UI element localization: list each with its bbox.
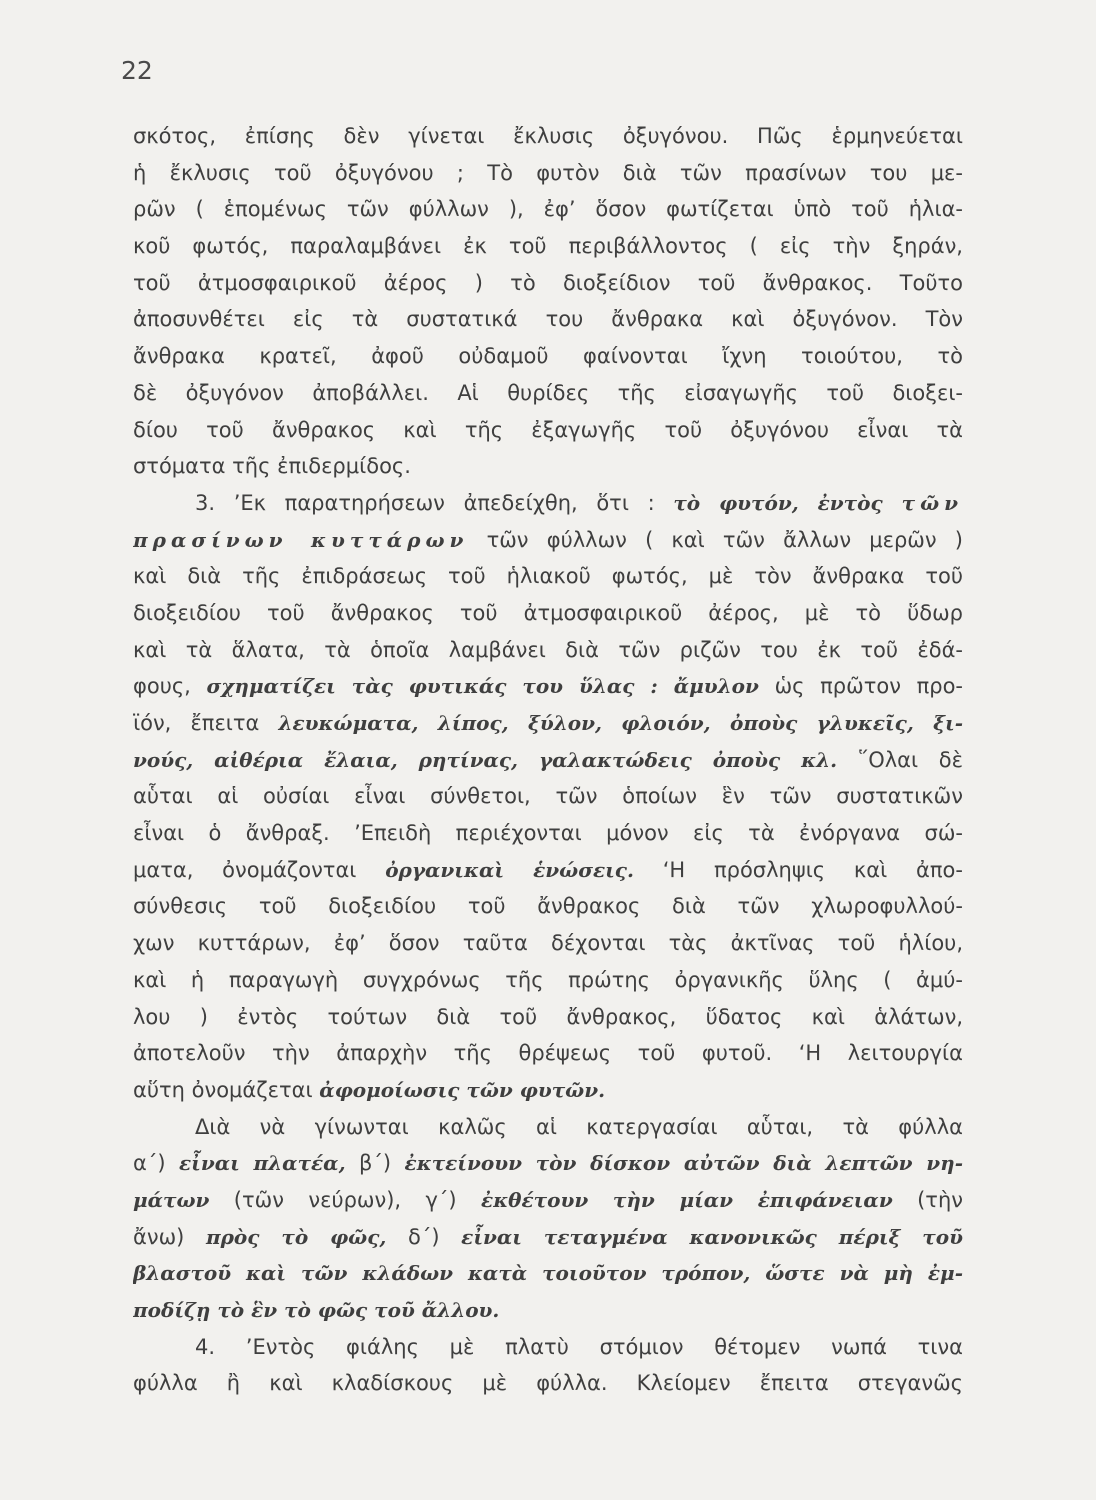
text-line: καὶ διὰ τῆς ἐπιδράσεως τοῦ ἡλιακοῦ φωτός, μὲ τὸν ἄνθρακα τοῦ — [133, 564, 963, 589]
text-line: καὶ ἡ παραγωγὴ συγχρόνως τῆς πρώτης ὀργανικῆς ὕλης ( ἀμύ- — [133, 967, 963, 992]
text-line: αὗται αἱ οὐσίαι εἶναι σύνθετοι, τῶν ὁποίων ἓν τῶν συστατικῶν — [133, 784, 963, 809]
text-line: εἶναι ὁ ἄνθραξ. ’Επειδὴ περιέχονται μόνον εἰς τὰ ἐνόργανα σώ- — [133, 821, 963, 846]
text-line — [133, 742, 963, 779]
text-line: στόματα τῆς ἐπιδερμίδος. — [133, 454, 411, 479]
emphasis-span: τῶν — [901, 490, 963, 515]
text-line — [133, 1182, 963, 1219]
emphasis-span: ὀργανικαὶ ἑνώσεις. — [385, 857, 634, 882]
text-line — [133, 485, 963, 522]
text-line: σκότος, ἐπίσης δὲν γίνεται ἔκλυσις ὀξυγόνου. Πῶς ἑρμηνεύεται — [133, 124, 963, 148]
emphasis-span: εἶναι τεταγμένα κανονικῶς πέριξ τοῦ — [461, 1224, 963, 1249]
text-line: χων κυττάρων, ἐφ’ ὅσον ταῦτα δέχονται τὰς ἀκτῖνας τοῦ ἡλίου, — [133, 931, 963, 956]
text-line: διοξειδίου τοῦ ἄνθρακος τοῦ ἀτμοσφαιρικοῦ ἀέρος, μὲ τὸ ὕδωρ — [133, 600, 963, 625]
text-span: 3. ’Εκ παρατηρήσεων ἀπεδείχθη, ὅτι : — [195, 490, 674, 515]
text-line: ρῶν ( ἑπομένως τῶν φύλλων ), ἐφ’ ὅσον φωτίζεται ὑπὸ τοῦ ἡλια- — [133, 197, 963, 222]
text-line — [133, 705, 963, 742]
emphasis-span: ἀφομοίωσις τῶν φυτῶν. — [319, 1077, 606, 1102]
text-span: β΄) — [345, 1151, 405, 1176]
text-span: ἄνω) — [133, 1224, 206, 1249]
text-line: κοῦ φωτός, παραλαμβάνει ἐκ τοῦ περιβάλλοντος ( εἰς τὴν ξηράν, — [133, 234, 963, 259]
text-line: φύλλα ἢ καὶ κλαδίσκους μὲ φύλλα. Κλείομεν ἔπειτα στεγανῶς — [133, 1371, 963, 1396]
text-span: ϊόν, ἔπειτα — [133, 711, 279, 735]
emphasis-span: μάτων — [133, 1187, 210, 1212]
text-span: τῶν φύλλων ( καὶ τῶν ἄλλων μερῶν ) — [468, 527, 963, 552]
text-line — [133, 522, 963, 559]
text-span: αὕτη ὀνομάζεται — [133, 1077, 320, 1102]
emphasis-span: ἐκτείνουν τὸν δίσκον αὐτῶν διὰ λεπτῶν νη- — [404, 1151, 963, 1176]
text-line: ἡ ἔκλυσις τοῦ ὀξυγόνου ; Τὸ φυτὸν διὰ τῶν πρασίνων του με- — [133, 160, 963, 185]
text-span: ῞Ολαι δὲ — [837, 747, 963, 772]
text-line — [133, 852, 963, 889]
emphasis-span: τὸ φυτόν, ἐντὸς — [673, 490, 902, 515]
text-span: α΄) — [133, 1151, 179, 1176]
text-line — [133, 668, 963, 705]
emphasis-span: νούς, αἰθέρια ἔλαια, ρητίνας, γαλακτώδεις ὀποὺς κλ. — [133, 747, 838, 772]
emphasis-span: πρὸς τὸ φῶς, — [205, 1224, 387, 1249]
text-line: τοῦ ἀτμοσφαιρικοῦ ἀέρος ) τὸ διοξείδιον τοῦ ἄνθρακος. Τοῦτο — [133, 270, 963, 295]
text-line: ἀποτελοῦν τὴν ἀπαρχὴν τῆς θρέψεως τοῦ φυτοῦ. ‘Η λειτουργία — [133, 1041, 963, 1066]
emphasis-span: λευκώματα, λίπος, ξύλον, φλοιόν, ὀποὺς γλυκεῖς, ξι- — [278, 711, 963, 735]
emphasis-span: ποδίζῃ τὸ ἓν τὸ φῶς τοῦ ἄλλου. — [133, 1298, 500, 1322]
text-span: (τὴν — [892, 1187, 963, 1212]
page-number: 22 — [121, 56, 153, 85]
body-text — [133, 118, 963, 1402]
emphasis-span: βλαστοῦ καὶ τῶν κλάδων κατὰ τοιοῦτον τρόπον, ὥστε νὰ μὴ ἐμ- — [133, 1261, 963, 1286]
text-line: 4. ’Εντὸς φιάλης μὲ πλατὺ στόμιον θέτομεν νωπά τινα — [195, 1334, 963, 1359]
text-line: δὲ ὀξυγόνον ἀποβάλλει. Αἱ θυρίδες τῆς εἰσαγωγῆς τοῦ διοξει- — [133, 380, 963, 405]
text-line — [133, 1072, 963, 1109]
text-line: δίου τοῦ ἄνθρακος καὶ τῆς ἐξαγωγῆς τοῦ ὀξυγόνου εἶναι τὰ — [133, 417, 963, 442]
emphasis-span: πρασίνων κυττάρων — [133, 527, 469, 552]
emphasis-span: εἶναι πλατέα, — [179, 1151, 346, 1176]
text-span: ‘Η πρόσληψις καὶ ἀπο- — [633, 857, 963, 882]
text-line — [133, 1292, 963, 1329]
text-line: σύνθεσις τοῦ διοξειδίου τοῦ ἄνθρακος διὰ τῶν χλωροφυλλού- — [133, 894, 963, 919]
text-line: καὶ τὰ ἅλατα, τὰ ὁποῖα λαμβάνει διὰ τῶν ριζῶν του ἐκ τοῦ ἐδά- — [133, 637, 963, 662]
text-span: φους, — [133, 674, 207, 699]
text-span: ματα, ὀνομάζονται — [133, 857, 386, 882]
text-span: (τῶν νεύρων), γ΄) — [209, 1187, 482, 1212]
text-line: ἀποσυνθέτει εἰς τὰ συστατικά του ἄνθρακα καὶ ὀξυγόνον. Τὸν — [133, 307, 963, 332]
text-line — [133, 1219, 963, 1256]
text-line: Διὰ νὰ γίνωνται καλῶς αἱ κατεργασίαι αὗται, τὰ φύλλα — [195, 1114, 963, 1139]
text-span: ὡς πρῶτον προ- — [758, 674, 963, 699]
emphasis-span: σχηματίζει τὰς φυτικάς του ὕλας : ἄμυλον — [206, 674, 759, 699]
text-line: ἄνθρακα κρατεῖ, ἀφοῦ οὐδαμοῦ φαίνονται ἴχνη τοιούτου, τὸ — [133, 344, 963, 369]
text-span: δ΄) — [386, 1224, 462, 1249]
text-line — [133, 1255, 963, 1292]
text-line: λου ) ἐντὸς τούτων διὰ τοῦ ἄνθρακος, ὕδατος καὶ ἁλάτων, — [133, 1004, 963, 1029]
emphasis-span: ἐκθέτουν τὴν μίαν ἐπιφάνειαν — [481, 1187, 893, 1212]
text-line — [133, 1145, 963, 1182]
